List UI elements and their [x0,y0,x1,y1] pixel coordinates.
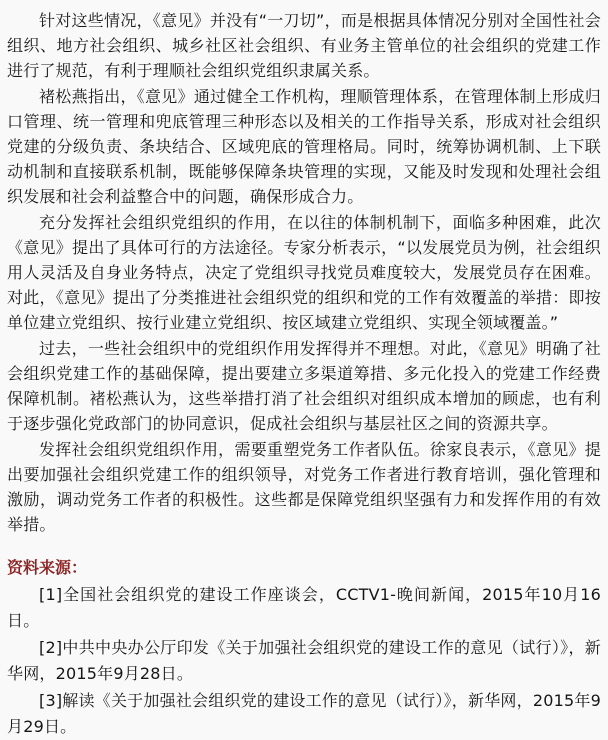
article-paragraph: 过去，一些社会组织中的党组织作用发挥得并不理想。对此，《意见》明确了社会组织党建工作的基础保障，提出要建立多渠道筹措、多元化投入的党建工作经费保障机制。褚松燕认为，这些举措打消了社会组织对组织成本增加的顾虑，也有利于逐步强化党政部门的协同意识，促成社会组织与基层社区之间的资源共享。 [7,339,601,433]
article-paragraph: 针对这些情况，《意见》并没有“一刀切”，而是根据具体情况分别对全国性社会组织、地方社会组织、城乡社区社会组织、有业务主管单位的社会组织的党建工作进行了规范，有利于理顺社会组织党组织隶属关系。 [7,11,601,80]
article-paragraph: 褚松燕指出，《意见》通过健全工作机构，理顺管理体系，在管理体制上形成归口管理、统一管理和兜底管理三种形态以及相关的工作指导关系，形成对社会组织党建的分级负责、条块结合、区域兜底的管理格局。同时，统筹协调机制、上下联动机制和直接联系机制，既能够保障条块管理的实现，又能及时发现和处理社会组织发展和社会利益整合中的问题，确保形成合力。 [7,87,601,206]
article-paragraph: 发挥社会组织党组织作用，需要重塑党务工作者队伍。徐家良表示，《意见》提出要加强社会组织党建工作的组织领导，对党务工作者进行教育培训，强化管理和激励，调动党务工作者的积极性。这些都是保障党组织坚强有力和发挥作用的有效举措。 [7,440,601,534]
source-item: [1]全国社会组织党的建设工作座谈会，CCTV1-晚间新闻，2015年10月16日。 [7,585,601,630]
sources-section [7,555,601,740]
sources-heading: 资料来源： [7,558,88,577]
source-item: [3]解读《关于加强社会组织党的建设工作的意见（试行）》，新华网，2015年9月29日。 [7,691,601,736]
source-item: [2]中共中央办公厅印发《关于加强社会组织党的建设工作的意见（试行）》，新华网，2015年9月28日。 [7,638,601,683]
article-paragraph: 充分发挥社会组织党组织的作用，在以往的体制机制下，面临多种困难，此次《意见》提出了具体可行的方法途径。专家分析表示，“以发展党员为例，社会组织用人灵活及自身业务特点，决定了党组织寻找党员难度较大，发展党员存在困难。对此，《意见》提出了分类推进社会组织党的组织和党的工作有效覆盖的举措：即按单位建立党组织、按行业建立党组织、按区域建立党组织、实现全领域覆盖。” [7,213,601,332]
article-body [7,8,601,537]
